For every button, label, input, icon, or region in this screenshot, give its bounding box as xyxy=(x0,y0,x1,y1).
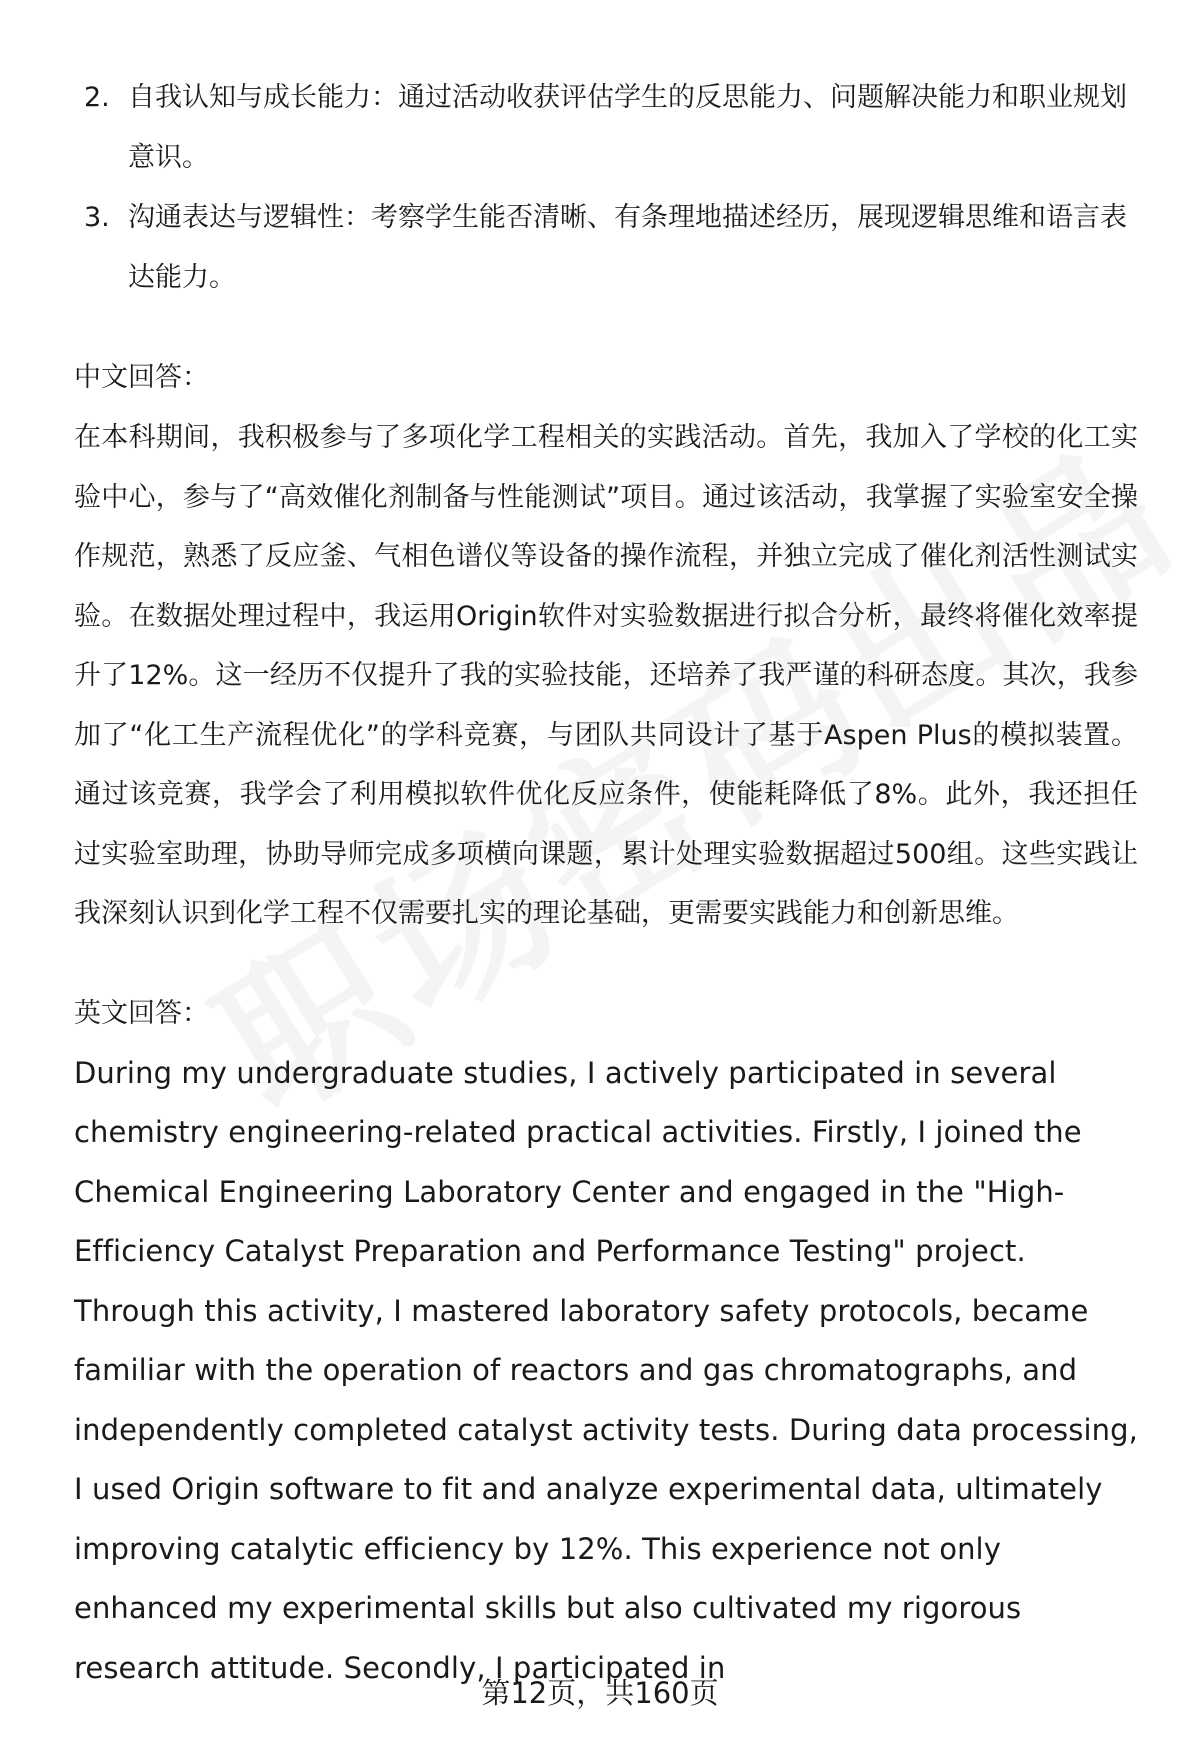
list-item-text: 沟通表达与逻辑性：考察学生能否清晰、有条理地描述经历，展现逻辑思维和语言表达能力。 xyxy=(128,202,1127,293)
chinese-answer-label: 中文回答： xyxy=(74,362,209,393)
list-item-text: 自我认知与成长能力：通过活动收获评估学生的反思能力、问题解决能力和职业规划意识。 xyxy=(128,82,1127,173)
chinese-answer-section xyxy=(74,348,1138,944)
list-item-number: 2. xyxy=(84,82,110,113)
list-item-number: 3. xyxy=(84,202,110,233)
english-answer-label: 英文回答： xyxy=(74,997,209,1029)
english-answer-body: During my undergraduate studies, I actively participated in several chemistry engineering-related practical activities. Firstly, I joined the Chemical Engineering Laboratory Center and engaged in the "High-Efficiency Catalyst Preparation and Performance Testing" project. Through this activity, I mastered laboratory safety protocols, became familiar with the operation of reactors and gas chromatographs, and independently completed catalyst activity tests. During data processing, I used Origin software to fit and analyze experimental data, ultimately improving catalytic efficiency by 12%. This experience not only enhanced my experimental skills but also cultivated my rigorous research attitude. Secondly, I participated in xyxy=(74,1055,1138,1685)
english-answer-section xyxy=(74,984,1138,1699)
list-item xyxy=(74,68,1138,188)
list-item xyxy=(74,188,1138,308)
page-content xyxy=(74,68,1138,1698)
evaluation-criteria-list xyxy=(74,68,1138,308)
page-number-footer: 第12页，共160页 xyxy=(481,1676,719,1710)
chinese-answer-body: 在本科期间，我积极参与了多项化学工程相关的实践活动。首先，我加入了学校的化工实验中心，参与了“高效催化剂制备与性能测试”项目。通过该活动，我掌握了实验室安全操作规范，熟悉了反应釜、气相色谱仪等设备的操作流程，并独立完成了催化剂活性测试实验。在数据处理过程中，我运用Origin软件对实验数据进行拟合分析，最终将催化效率提升了12%。这一经历不仅提升了我的实验技能，还培养了我严谨的科研态度。其次，我参加了“化工生产流程优化”的学科竞赛，与团队共同设计了基于Aspen Plus的模拟装置。通过该竞赛，我学会了利用模拟软件优化反应条件，使能耗降低了8%。此外，我还担任过实验室助理，协助导师完成多项横向课题，累计处理实验数据超过500组。这些实践让我深刻认识到化学工程不仅需要扎实的理论基础，更需要实践能力和创新思维。 xyxy=(74,422,1138,929)
